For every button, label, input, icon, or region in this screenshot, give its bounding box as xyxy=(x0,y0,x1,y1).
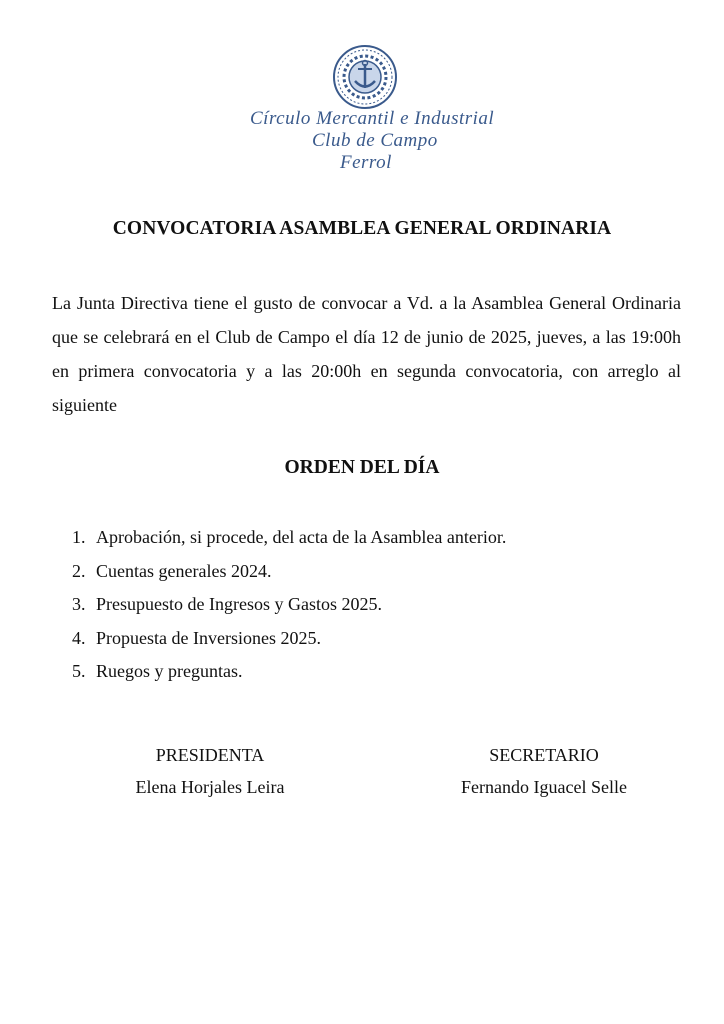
logo-text-line-2: Club de Campo xyxy=(312,130,438,151)
signature-block-president xyxy=(80,743,340,799)
agenda-item-text: Presupuesto de Ingresos y Gastos 2025. xyxy=(96,594,382,614)
agenda-item xyxy=(72,623,506,657)
club-logo xyxy=(240,44,495,184)
agenda-title: ORDEN DEL DÍA xyxy=(284,457,440,478)
agenda-item xyxy=(72,589,506,623)
agenda-item xyxy=(72,522,506,556)
logo-text-line-3: Ferrol xyxy=(340,152,392,173)
agenda-item-text: Ruegos y preguntas. xyxy=(96,661,243,681)
document-title: CONVOCATORIA ASAMBLEA GENERAL ORDINARIA xyxy=(112,218,612,239)
agenda-item-text: Cuentas generales 2024. xyxy=(96,560,272,581)
signature-role: SECRETARIO xyxy=(489,745,599,765)
signature-block-secretary xyxy=(414,743,674,799)
agenda-item-number: 2. xyxy=(72,560,86,581)
agenda-list xyxy=(72,522,506,690)
agenda-item xyxy=(72,656,506,690)
convocation-paragraph: La Junta Directiva tiene el gusto de convocar a Vd. a la Asamblea General Ordinaria que se celebrará en el Club de Campo el día 12 de junio de 2025, jueves, a las 19:00h en primera convocatoria y a las 20:00h en segunda convocatoria, con arreglo al siguiente xyxy=(52,293,681,415)
signature-name: Fernando Iguacel Selle xyxy=(461,777,627,797)
logo-text-line-1: Círculo Mercantil e Industrial xyxy=(250,108,495,129)
agenda-item-text: Aprobación, si procede, del acta de la Asamblea anterior. xyxy=(96,527,507,547)
club-emblem-icon xyxy=(332,44,398,110)
agenda-item xyxy=(72,556,506,590)
signature-name: Elena Horjales Leira xyxy=(135,777,285,797)
agenda-item-number: 4. xyxy=(72,627,86,648)
agenda-item-number: 1. xyxy=(72,527,86,547)
agenda-item-text: Propuesta de Inversiones 2025. xyxy=(96,627,321,648)
agenda-item-number: 3. xyxy=(72,594,86,614)
agenda-item-number: 5. xyxy=(72,661,86,681)
signature-role: PRESIDENTA xyxy=(155,745,265,765)
